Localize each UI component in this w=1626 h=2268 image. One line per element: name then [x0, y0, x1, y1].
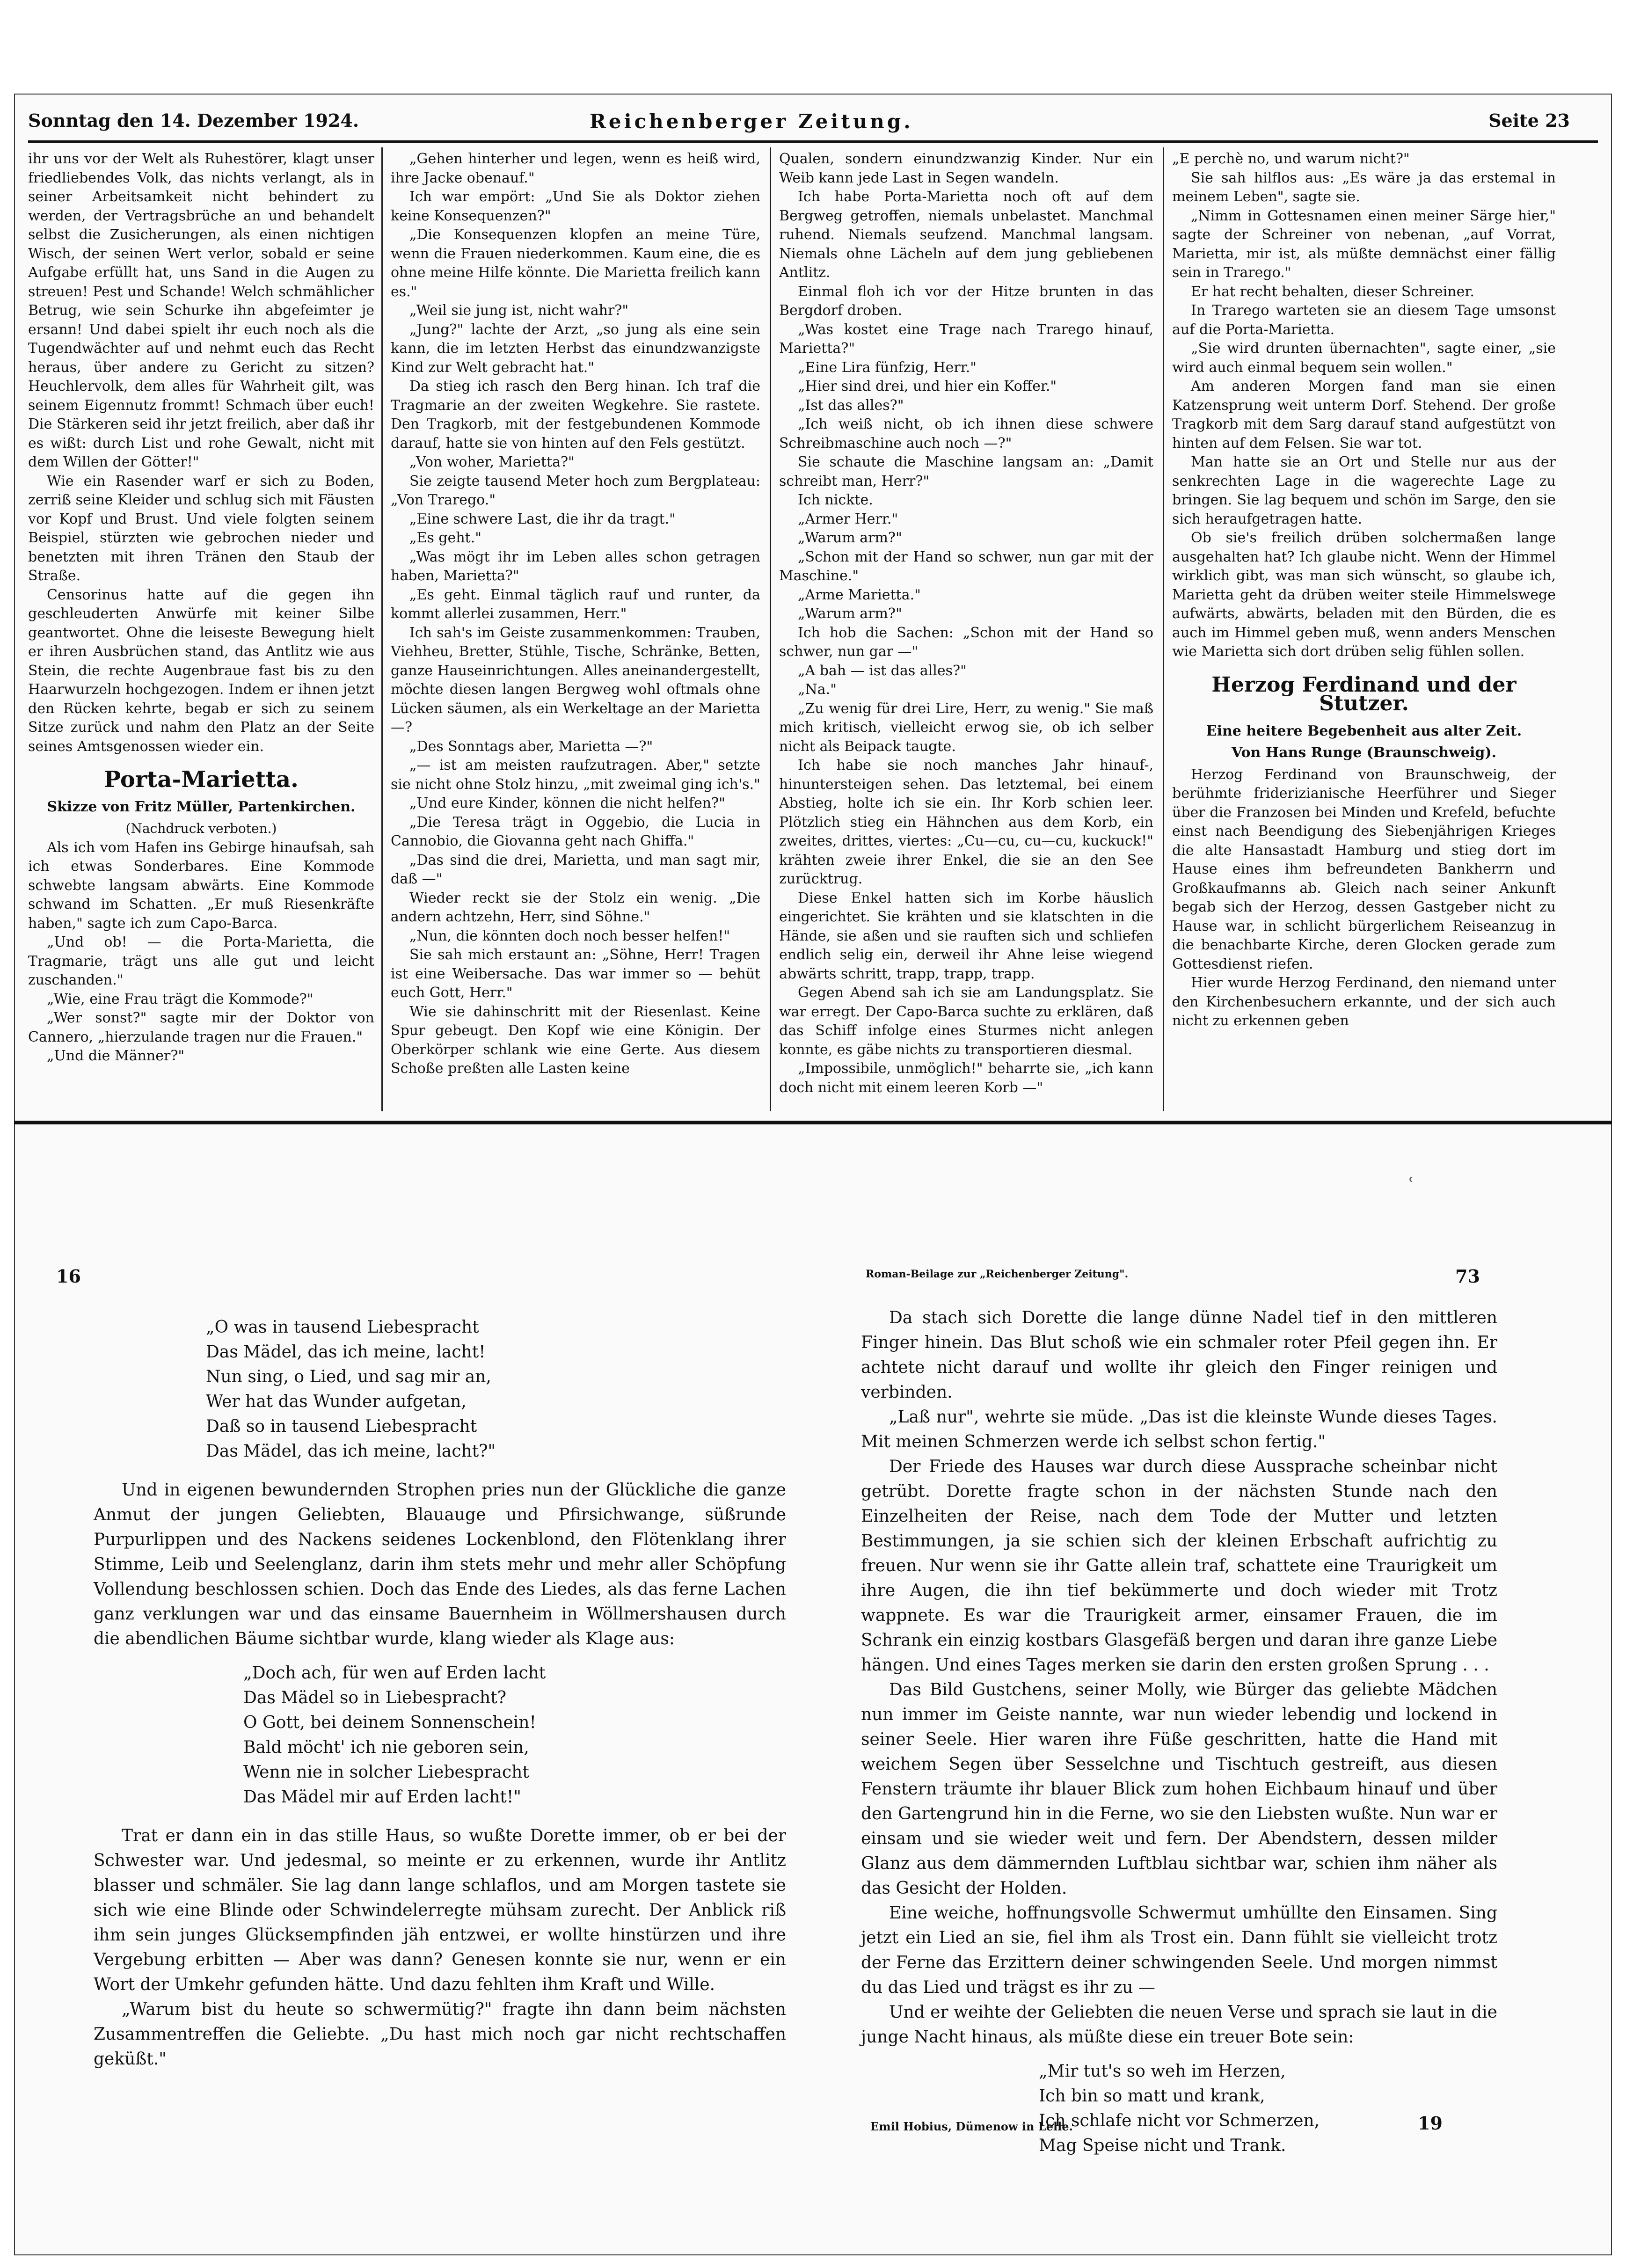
poem-line: „O was in tausend Liebespracht: [206, 1318, 479, 1337]
novel-page-number-left: 16: [56, 1266, 81, 1287]
col2-para: „Gehen hinterher und legen, wenn es heiß wird, ihre Jacke obenauf.": [391, 151, 760, 186]
poem-line: Ich bin so matt und krank,: [1039, 2086, 1265, 2106]
article-subtitle: Eine heitere Begebenheit aus alter Zeit.: [1206, 722, 1522, 739]
novel-para: Trat er dann ein in das stille Haus, so wußte Dorette immer, ob er bei der Schwester war. Und jedesmal, so meinte er zu erkennen, wurde ihr Antlitz blasser und schmäler. Sie lag dann lange schlaflos, und am Morgen tastete sie sich wie eine Blinde oder Schwindelerregte mühsam zurecht. Der Anblick riß ihm sein junges Glücksempfinden jäh entzwei, er wollte hinstürzen und ihre Vergebung erbitten — Aber was dann? Genesen konnte sie nur, wenn er ein Wort der Umkehr gefunden hätte. Und dazu fehlten ihm Kraft und Wille.: [94, 1826, 786, 1994]
col2-para: „Die Teresa trägt in Oggebio, die Lucia in Cannobio, die Giovanna geht nach Ghiffa.": [391, 814, 760, 849]
poem-stanza: [206, 1315, 786, 1464]
col3-para: „Warum arm?": [798, 605, 902, 622]
col3-para: „Ich weiß nicht, ob ich ihnen diese schwere Schreibmaschine auch noch —?": [779, 416, 1153, 452]
col1-para: „Wer sonst?" sagte mir der Doktor von Cannero, „hierzulande tragen nur die Frauen.": [28, 1010, 374, 1045]
article-subtitle: Skizze von Fritz Müller, Partenkirchen.: [47, 798, 356, 815]
novel-supplement-header: Roman-Beilage zur „Reichenberger Zeitung".: [866, 1268, 1129, 1280]
col2-para: „— ist am meisten raufzutragen. Aber," setzte sie nicht ohne Stolz hinzu, „mit zweimal ging ich's.": [391, 757, 760, 793]
poem-line: Nun sing, o Lied, und sag mir an,: [206, 1367, 491, 1386]
col2-para: Sie sah mich erstaunt an: „Söhne, Herr! Tragen ist eine Weibersache. Das war immer so — behüt euch Gott, Herr.": [391, 947, 760, 1001]
poem-line: Ich schlafe nicht vor Schmerzen,: [1039, 2111, 1320, 2130]
poem-line: Das Mädel, das ich meine, lacht!: [206, 1342, 486, 1362]
poem-line: „Mir tut's so weh im Herzen,: [1039, 2062, 1286, 2081]
col4-para: Er hat recht behalten, dieser Schreiner.: [1191, 283, 1474, 300]
poem-line: Daß so in tausend Liebespracht: [206, 1417, 477, 1436]
col4-para: Hier wurde Herzog Ferdinand, den niemand unter den Kirchenbesuchern erkannte, und der sich auch nicht zu erkennen geben: [1172, 975, 1556, 1029]
novel-para: „Laß nur", wehrte sie müde. „Das ist die kleinste Wunde dieses Tages. Mit meinen Schmerzen werde ich selbst schon fertig.": [861, 1407, 1497, 1451]
column-divider: [381, 147, 383, 1111]
col3-para: „Ist das alles?": [798, 397, 904, 414]
column-divider: [1163, 147, 1164, 1111]
col2-para: „Was mögt ihr im Leben alles schon getragen haben, Marietta?": [391, 548, 760, 584]
col2-para: „Nun, die könnten doch noch besser helfen!": [409, 927, 730, 944]
col1-para: „Und die Männer?": [47, 1048, 185, 1064]
col3-para: Sie schaute die Maschine langsam an: „Damit schreibt man, Herr?": [779, 454, 1153, 489]
column-2: [391, 150, 760, 1114]
novel-page-number-right: 73: [1455, 1266, 1480, 1287]
col3-para: Ich hob die Sachen: „Schon mit der Hand so schwer, nun gar —": [779, 624, 1153, 660]
col2-para: Da stieg ich rasch den Berg hinan. Ich traf die Tragmarie an der zweiten Wegkehre. Sie rastete. Den Tragkorb, mit der festgebundenen Kommode darauf, hatte sie von hinten auf den Fels gestützt.: [391, 378, 760, 452]
col1-para: ihr uns vor der Welt als Ruhestörer, klagt unser friedliebendes Volk, das nichts verlangt, als in seiner Arbeitsamkeit nicht behindert zu werden, der Vertragsbrüche an und behandelt selbst die Zusicherungen, als einen nichtigen Wisch, der seinen Wert verlor, sobald er seine Aufgabe erfüllt hat, uns Sand in die Augen zu streuen! Pest und Schande! Welch schmählicher Betrug, wie sein Schurke ihn abgefeimter je ersann! Und dabei spielt ihr euch noch als die Tugendwächter auf und nehmt euch das Recht heraus, über andere zu Gericht zu sitzen? Heuchlervolk, dem alles für Wahrheit gilt, was seinem Eigennutz frommt! Schmach über euch! Die Stärkeren seid ihr jetzt freilich, aber daß ihr es wißt: durch List und rohe Gewalt, nicht mit dem Willen der Götter!": [28, 151, 374, 470]
col2-para: „Weil sie jung ist, nicht wahr?": [409, 302, 629, 319]
poem-line: Mag Speise nicht und Trank.: [1039, 2136, 1286, 2155]
poem-line: Wer hat das Wunder aufgetan,: [206, 1392, 467, 1411]
col3-para: Diese Enkel hatten sich im Korbe häuslich eingerichtet. Sie krähten und sie klatschten in die Hände, sie aßen und sie rauften sich und schliefen endlich selig ein, derweil ihr Ahne leise wiegend abwärts schritt, trapp, trapp, trapp.: [779, 890, 1153, 982]
col4-para: „E perchè no, und warum nicht?": [1172, 151, 1410, 167]
col3-para: Ich habe sie noch manches Jahr hinauf-, hinuntersteigen sehen. Das letztemal, bei einem Abstieg, holte ich sie ein. Ihr Korb schien leer. Plötzlich stieg ein Hähnchen aus dem Korb, ein zweites, drittes, viertes: „Cu—cu, cu—cu, kuckuck!" krähten zweie ihrer Enkel, die sie an den See zurücktrug.: [779, 757, 1153, 887]
col2-para: „Eine schwere Last, die ihr da tragt.": [409, 510, 676, 527]
col3-para: „Arme Marietta.": [798, 586, 921, 603]
col1-para: Als ich vom Hafen ins Gebirge hinaufsah, sah ich etwas Sonderbares. Eine Kommode schwebte langsam abwärts. Eine Kommode schwand im Schatten. „Er muß Riesenkräfte haben," sagte ich zum Capo-Barca.: [28, 839, 374, 932]
col2-para: „Und eure Kinder, können die nicht helfen?": [409, 795, 725, 811]
col2-para: Ich sah's im Geiste zusammenkommen: Trauben, Viehheu, Bretter, Stühle, Tische, Schränke, Betten, ganze Hauseinrichtungen. Alles aneinandergestellt, möchte diesen langen Bergweg wohl oftmals ohne Lücken säumen, als ein Werkeltage an der Marietta —?: [391, 624, 760, 736]
col1-para: Wie ein Rasender warf er sich zu Boden, zerriß seine Kleider und schlug sich mit Fäusten vor Kopf und Brust. Und viele folgten seinem Beispiel, stürzten wie gebrochen nieder und benetzten mit ihren Tränen den Staub der Straße.: [28, 473, 374, 584]
poem-line: „Doch ach, für wen auf Erden lacht: [243, 1663, 546, 1683]
col3-para: „A bah — ist das alles?": [798, 662, 967, 679]
reprint-notice: (Nachdruck verboten.): [125, 821, 277, 836]
header-paper-title: Reichenberger Zeitung.: [590, 110, 913, 133]
col3-para: „Was kostet eine Trage nach Trarego hinauf, Marietta?": [779, 321, 1153, 357]
col4-para: „Nimm in Gottesnamen einen meiner Särge hier," sagte der Schreiner von nebenan, „auf Vorrat, Marietta, mir ist, als müßte demnächst einer fällig sein in Trarego.": [1172, 207, 1556, 281]
col2-para: Wieder reckt sie der Stolz ein wenig. „Die andern achtzehn, Herr, sind Söhne.": [391, 890, 760, 925]
novel-para: Eine weiche, hoffnungsvolle Schwermut umhüllte den Einsamen. Sing jetzt ein Lied an sie, fiel ihm als Trost ein. Dann fühlt sie vielleicht trotz der Ferne das Erzittern deiner schwingenden Seele. Und morgen nimmst du das Lied und trägst es ihr zu —: [861, 1903, 1497, 1997]
col2-para: „Des Sonntags aber, Marietta —?": [409, 738, 653, 755]
col3-para: Ich nickte.: [798, 492, 873, 508]
col3-para: „Na.": [798, 681, 837, 698]
col4-para: In Trarego warteten sie an diesem Tage umsonst auf die Porta-Marietta.: [1172, 302, 1556, 338]
poem-line: O Gott, bei deinem Sonnenschein!: [243, 1713, 536, 1732]
col3-para: Einmal floh ich vor der Hitze brunten in das Bergdorf droben.: [779, 283, 1153, 319]
printer-footer: Emil Hobius, Dümenow in Lelle.: [870, 2120, 1073, 2133]
col3-para: „Impossibile, unmöglich!" beharrte sie, „ich kann doch nicht mit einem leeren Korb —": [779, 1060, 1153, 1096]
col4-para: Sie sah hilflos aus: „Es wäre ja das erstemal in meinem Leben", sagte sie.: [1172, 169, 1556, 205]
col2-para: Sie zeigte tausend Meter hoch zum Bergplateau: „Von Trarego.": [391, 473, 760, 508]
novel-page-right: [861, 1305, 1497, 2172]
novel-para: Und er weihte der Geliebten die neuen Verse und sprach sie laut in die junge Nacht hinaus, als müßte diese ein treuer Bote sein:: [861, 2003, 1497, 2047]
article-author: Von Hans Runge (Braunschweig).: [1231, 744, 1497, 761]
novel-para: „Warum bist du heute so schwermütig?" fragte ihn dann beim nächsten Zusammentreffen die Geliebte. „Du hast mich noch gar nicht rechtschaffen geküßt.": [94, 2000, 786, 2069]
col3-para: „Warum arm?": [798, 530, 902, 546]
col4-para: Ob sie's freilich drüben solchermaßen lange ausgehalten hat? Ich glaube nicht. Wenn der Himmel wirklich gibt, was man sich wünscht, so glaube ich, Marietta geht da drüben weiter steile Himmelswege aufwärts, abwärts, beladen mit den Bürden, die es auch im Himmel geben muß, wenn anders Menschen wie Marietta sich dort drüben selig fühlen sollen.: [1172, 530, 1556, 660]
col2-para: „Die Konsequenzen klopfen an meine Türe, wenn die Frauen niederkommen. Kaum eine, die es ohne meine Hilfe könnte. Die Marietta freilich kann es.": [391, 226, 760, 300]
col2-para: „Von woher, Marietta?": [409, 454, 575, 470]
poem-line: Das Mädel so in Liebespracht?: [243, 1688, 506, 1707]
poem-stanza: [1039, 2059, 1497, 2158]
column-3: [779, 150, 1153, 1114]
poem-line: Bald möcht' ich nie geboren sein,: [243, 1738, 529, 1757]
poem-stanza: [243, 1661, 786, 1809]
article-title-porta-marietta: Porta-Marietta.: [104, 766, 299, 793]
poem-line: Das Mädel, das ich meine, lacht?": [206, 1442, 496, 1461]
col1-para: „Und ob! — die Porta-Marietta, die Tragmarie, trägt uns alle gut und leicht zuschanden.": [28, 934, 374, 988]
article-title-herzog-ferdinand: Herzog Ferdinand und der Stutzer.: [1211, 672, 1517, 715]
col2-para: Wie sie dahinschritt mit der Riesenlast. Keine Spur gebeugt. Den Kopf wie eine Königin. Der Oberkörper schlank wie eine Gerte. Aus diesem Schoße preßten alle Lasten keine: [391, 1003, 760, 1077]
col2-para: „Jung?" lachte der Arzt, „so jung als eine sein kann, die im letzten Herbst das einundzwanzigste Kind zur Welt gebracht hat.": [391, 321, 760, 376]
header-date: Sonntag den 14. Dezember 1924.: [28, 110, 359, 131]
col3-para: „Eine Lira fünfzig, Herr.": [798, 359, 977, 376]
col1-para: „Wie, eine Frau trägt die Kommode?": [47, 991, 314, 1007]
column-1: [28, 150, 374, 1114]
scan-mark: ʿ: [1408, 1174, 1415, 1196]
col3-para: „Hier sind drei, und hier ein Koffer.": [798, 378, 1057, 394]
column-4: [1172, 150, 1556, 1114]
col3-para: „Zu wenig für drei Lire, Herr, zu wenig." Sie maß mich kritisch, vielleicht erwog sie, ob ich selber nicht als Beipack taugte.: [779, 700, 1153, 755]
signature-number: 19: [1418, 2113, 1443, 2134]
page-separator: [14, 1121, 1612, 1124]
col2-para: „Es geht. Einmal täglich rauf und runter, da kommt allerlei zusammen, Herr.": [391, 586, 760, 622]
col3-para: Qualen, sondern einundzwanzig Kinder. Nur ein Weib kann jede Last in Segen wandeln.: [779, 151, 1153, 186]
col3-para: „Armer Herr.": [798, 510, 898, 527]
col4-para: Herzog Ferdinand von Braunschweig, der berühmte friderizianische Heerführer und Sieger über die Franzosen bei Minden und Krefeld, befuchte einst nach Beendigung des Siebenjährigen Krieges die alte Hansastadt Hamburg und stieg dort im Hause eines ihm befreundeten Bankherrn und Großkaufmanns ab. Gleich nach seiner Ankunft begab sich der Herzog, dessen Gastgeber nicht zu Hause war, in schlicht bürgerlichem Reiseanzug in die benachbarte Kirche, deren Glocken gerade zum Gottesdienst riefen.: [1172, 766, 1556, 972]
column-divider: [770, 147, 771, 1111]
poem-line: Das Mädel mir auf Erden lacht!": [243, 1787, 521, 1807]
col4-para: Man hatte sie an Ort und Stelle nur aus der senkrechten Lage in die wagerechte Lage zu bringen. Sie lag bequem und schön im Sarge, den sie sich heraufgetragen hatte.: [1172, 454, 1556, 527]
novel-para: Der Friede des Hauses war durch diese Aussprache scheinbar nicht getrübt. Dorette fragte schon in der nächsten Stunde nach den Einzelheiten der Reise, nach dem Tode der Mutter und letzten Bestimmungen, ja sie schien sich der kleinen Erbschaft aufrichtig zu freuen. Nur wenn sie ihr Gatte allein traf, schattete eine Traurigkeit um ihre Augen, die ihn tief bekümmerte und doch wieder mit Trotz wappnete. Es war die Traurigkeit armer, einsamer Frauen, die im Schrank ein einzig kostbars Glasgefäß bergen und daran ihre ganze Liebe hängen. Und eines Tages merken sie darin den ersten großen Sprung . . .: [861, 1457, 1497, 1675]
novel-para: Da stach sich Dorette die lange dünne Nadel tief in den mittleren Finger hinein. Das Blut schoß wie ein schmaler roter Pfeil gegen ihn. Er achtete nicht darauf und wollte ihr gleich den Finger reinigen und verbinden.: [861, 1308, 1497, 1402]
col2-para: „Es geht.": [409, 530, 482, 546]
page-header: [28, 110, 1579, 143]
novel-page-left: [94, 1305, 786, 2071]
col3-para: „Schon mit der Hand so schwer, nun gar mit der Maschine.": [779, 548, 1153, 584]
col4-para: „Sie wird drunten übernachten", sagte einer, „sie wird auch einmal bequem sein wollen.": [1172, 340, 1556, 376]
novel-para: Und in eigenen bewundernden Strophen pries nun der Glückliche die ganze Anmut der jungen Geliebten, Blauauge und Pfirsichwange, süßrunde Purpurlippen und des Nackens seidenes Lockenblond, den Flötenklang ihrer Stimme, Leib und Seelenglanz, darin ihm stets mehr und mehr aller Schöpfung Vollendung beschlossen schien. Doch das Ende des Liedes, als das ferne Lachen ganz verklungen war und das einsame Bauernheim in Wöllmershausen durch die abendlichen Bäume sichtbar wurde, klang wieder als Klage aus:: [94, 1480, 786, 1648]
col3-para: Ich habe Porta-Marietta noch oft auf dem Bergweg getroffen, niemals unbelastet. Manchmal ruhend. Niemals seufzend. Manchmal langsam. Niemals ohne Lächeln auf dem jung gebliebenen Antlitz.: [779, 189, 1153, 281]
novel-para: Das Bild Gustchens, seiner Molly, wie Bürger das geliebte Mädchen nun immer im Geiste nannte, war nun wieder lebendig und lockend in seiner Seele. Hier waren ihre Füße geschritten, hatte die Hand mit weichem Segen über Sesselchne und Tischtuch gestreift, aus diesen Fenstern träumte ihr blauer Blick zum hohen Eichbaum hinauf und über den Gartengrund hin in die Ferne, wo sie den Liebsten wußte. Nun war er einsam und sie wieder weit und fern. Der Abendstern, dessen milder Glanz aus dem dämmernden Luftblau sichtbar war, schien ihm näher als das Gesicht der Holden.: [861, 1680, 1497, 1898]
poem-line: Wenn nie in solcher Liebespracht: [243, 1763, 529, 1782]
col3-para: Gegen Abend sah ich sie am Landungsplatz. Sie war erregt. Der Capo-Barca suchte zu erklären, daß das Schiff infolge eines Sturmes nicht anlegen konnte, es gäbe nichts zu transportieren diesmal.: [779, 985, 1153, 1058]
col2-para: „Das sind die drei, Marietta, und man sagt mir, daß —": [391, 852, 760, 887]
header-page-number: Seite 23: [1488, 110, 1570, 131]
col1-para: Censorinus hatte auf die gegen ihn geschleuderten Anwürfe mit keiner Silbe geantwortet. Ohne die leiseste Bewegung hielt er ihren Ausbrüchen stand, das Antlitz wie aus Stein, die rechte Augenbraue fast bis zu den Haarwurzeln hochgezogen. Indem er ihnen jetzt den Rücken kehrte, begab er sich zu seinem Sitze zurück und nahm den Platz an der Seite seines Amtsgenossen wieder ein.: [28, 586, 374, 755]
col4-para: Am anderen Morgen fand man sie einen Katzensprung weit unterm Dorf. Stehend. Der große Tragkorb mit dem Sarg darauf stand aufgestützt von hinten auf dem Felsen. Sie war tot.: [1172, 378, 1556, 452]
header-rule: [28, 140, 1598, 143]
col2-para: Ich war empört: „Und Sie als Doktor ziehen keine Konsequenzen?": [391, 189, 760, 224]
